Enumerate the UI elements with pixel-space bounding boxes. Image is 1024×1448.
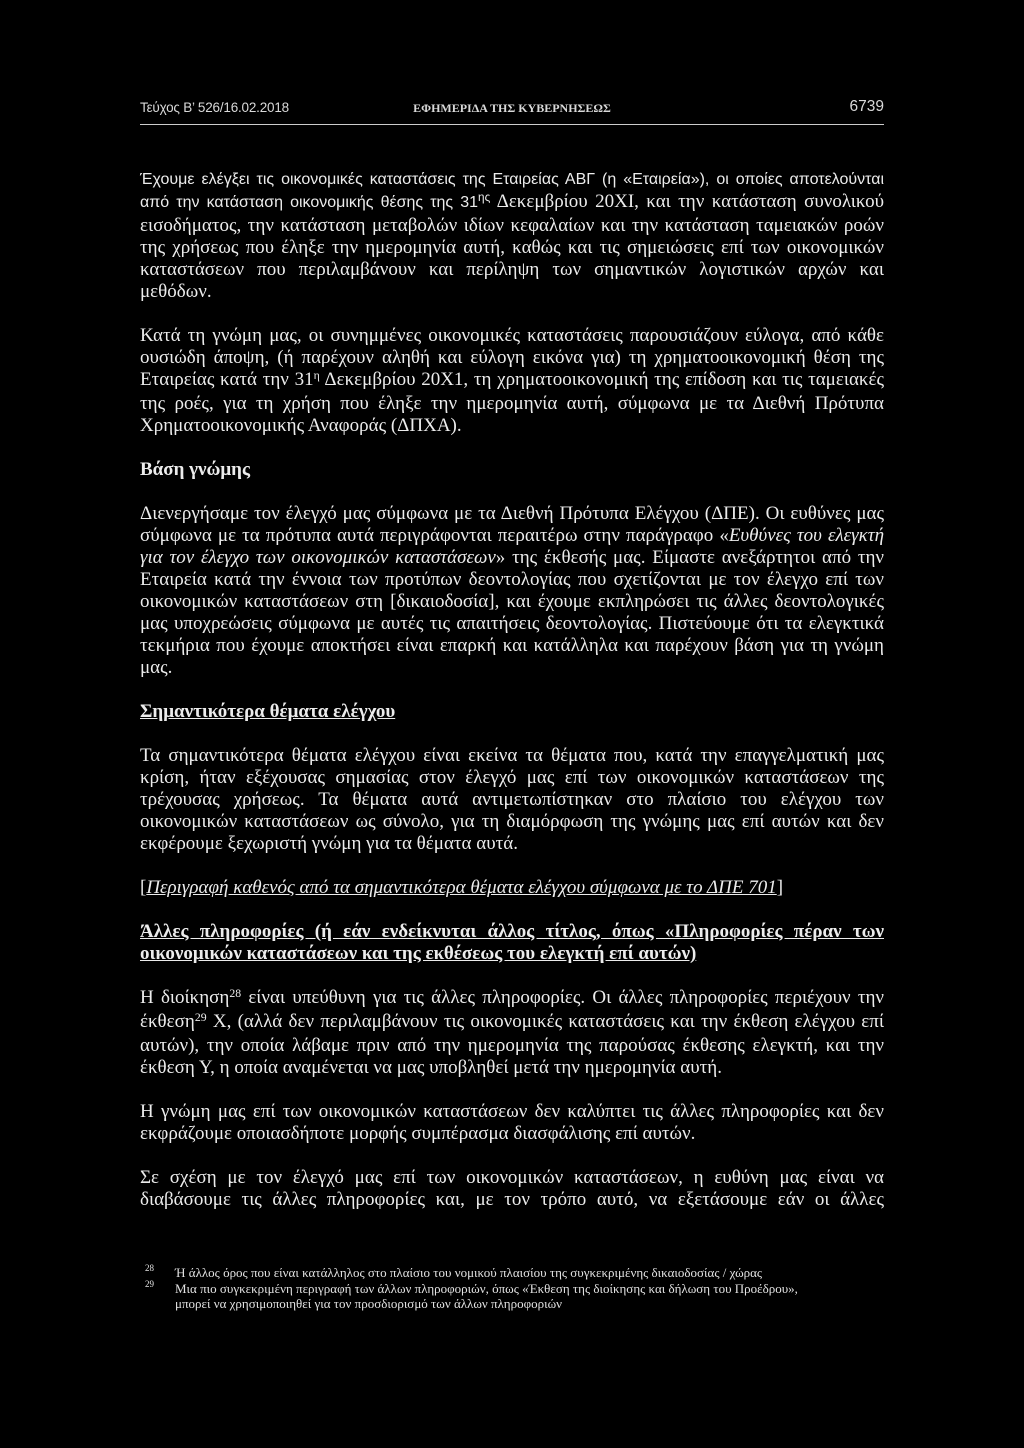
opinion-text-continued: Δεκεμβρίου 20Χ1, τη χρηματοοικονομική της επίδοση και τις ταμειακές της ροές, για τη χρήση που έληξε την ημερομηνία αυτή, σύμφωνα με τα Διεθνή Πρότυπα Χρηματοοικονομικής Αναφοράς (ΔΠΧΑ). — [140, 369, 884, 436]
issue-info: Τεύχος Β’ 526/16.02.2018 — [140, 100, 289, 115]
other-info-text: Η διοίκηση — [140, 987, 230, 1008]
other-info-paragraph-3: Σε σχέση με τον έλεγχό μας επί των οικονομικών καταστάσεων, η ευθύνη μας είναι να διαβάσουμε τις άλλες πληροφορίες και, με τον τρόπο αυτό, να εξετάσουμε εάν οι άλλες — [140, 1167, 884, 1210]
page-number: 6739 — [849, 98, 884, 115]
bracket-close: ] — [776, 877, 784, 898]
kam-placeholder — [140, 877, 884, 899]
footnote-ref-29: 29 — [194, 1011, 207, 1025]
footnote-29 — [140, 1278, 884, 1312]
opinion-paragraph — [140, 325, 884, 437]
intro-text-sans: Έχουμε ελέγξει τις οικονομικές καταστάσεις της Εταιρείας ΑΒΓ (η «Εταιρεία»), οι οποίες αποτελούνται από την κατάσταση οικονομικής θέσης της 31 — [140, 171, 884, 211]
footnote-number: 29 — [145, 1278, 154, 1289]
other-info-paragraph-2: Η γνώμη μας επί των οικονομικών καταστάσεων δεν καλύπτει τις άλλες πληροφορίες και δεν εκφράζουμε οποιασδήποτε μορφής συμπέρασμα διασφάλισης επί αυτών. — [140, 1101, 884, 1144]
other-info-text-end: Χ, (αλλά δεν περιλαμβάνουν τις οικονομικές καταστάσεις και την έκθεση ελέγχου επί αυτών), την οποία λάβαμε πριν από την ημερομηνία της παρούσας έκθεσης ελεγκτή, και την έκθεση Υ, η οποία αναμένεται να μας υποβληθεί μετά την ημερομηνία αυτή. — [140, 1011, 884, 1078]
gazette-title: ΕΦΗΜΕΡΙΔΑ ΤΗΣ ΚΥΒΕΡΝΗΣΕΩΣ — [413, 101, 611, 115]
footnote-line: Ή άλλος όρος που είναι κατάλληλος στο πλαίσιο του νομικού πλαισίου της συγκεκριμένης δικαιοδοσίας / χώρας — [175, 1265, 763, 1280]
footnote-line: Μια πιο συγκεκριμένη περιγραφή των άλλων πληροφοριών, όπως «Έκθεση της διοίκησης και δήλωση του Προέδρου», — [175, 1280, 798, 1296]
document-column — [140, 168, 884, 1312]
footnote-ref-28: 28 — [229, 987, 242, 1001]
other-info-text-continued: είναι υπεύθυνη για τις άλλες πληροφορίες. Οι άλλες πληροφορίες περιέχουν την έκθεση — [140, 987, 884, 1032]
other-info-paragraph-1 — [140, 987, 884, 1079]
footnotes — [140, 1265, 884, 1312]
basis-italic-reference: Ευθύνες του ελεγκτή για τον έλεγχο των οικονομικών καταστάσεων — [140, 525, 884, 568]
basis-heading: Βάση γνώμης — [140, 459, 250, 480]
footnote-text — [175, 1265, 884, 1281]
basis-text: Διενεργήσαμε τον έλεγχό μας σύμφωνα με τα Διεθνή Πρότυπα Ελέγχου (ΔΠΕ). Οι ευθύνες μας σύμφωνα με τα πρότυπα αυτά περιγράφονται περαιτέρω στην παράγραφο « — [140, 503, 884, 546]
kam-placeholder-text: Περιγραφή καθενός από τα σημαντικότερα θέματα ελέγχου σύμφωνα με το ΔΠΕ 701 — [146, 877, 777, 898]
intro-paragraph — [140, 168, 884, 303]
basis-paragraph — [140, 503, 884, 679]
opinion-text: Κατά τη γνώμη μας, οι συνημμένες οικονομικές καταστάσεις παρουσιάζουν εύλογα, από κάθε ουσιώδη άποψη, (ή παρέχουν αληθή και εύλογη εικόνα για) τη χρηματοοικονομική θέση της Εταιρείας κατά την 31 — [140, 325, 884, 390]
footnote-number: 28 — [145, 1263, 154, 1273]
intro-text: Δεκεμβρίου 20ΧΙ, και την κατάσταση συνολικού εισοδήματος, την κατάσταση μεταβολών ιδίων κεφαλαίων και την κατάσταση ταμειακών ροών της χρήσεως που έληξε την ημερομηνία αυτή, καθώς και τις σημειώσεις επί των οικονομικών καταστάσεων που περιλαμβάνουν και περίληψη των σημαντικών λογιστικών αρχών και μεθόδων. — [140, 191, 884, 302]
ordinal-superscript: η — [313, 369, 320, 383]
kam-paragraph: Τα σημαντικότερα θέματα ελέγχου είναι εκείνα τα θέματα που, κατά την επαγγελματική μας κρίση, ήταν εξέχουσας σημασίας στον έλεγχό μας επί των οικονομικών καταστάσεων της τρέχουσας χρήσεως. Τα θέματα αυτά αντιμετωπίστηκαν στο πλαίσιο του ελέγχου των οικονομικών καταστάσεων ως σύνολο, για τη διαμόρφωση της γνώμης μας επί αυτών και δεν εκφέρουμε ξεχωριστή γνώμη για τα θέματα αυτά. — [140, 745, 884, 854]
header-rule — [140, 124, 884, 125]
bracket-open: [ — [140, 877, 147, 898]
basis-text-continued: » της έκθεσής μας. Είμαστε ανεξάρτητοι από την Εταιρεία κατά την έννοια των προτύπων δεοντολογίας που σχετίζονται με τον έλεγχο επί των οικονομικών καταστάσεων στη [δικαιοδοσία], και έχουμε εκπληρώσει τις άλλες δεοντολογικές μας υποχρεώσεις σύμφωνα με αυτές τις απαιτήσεις δεοντολογίας. Πιστεύουμε ότι τα ελεγκτικά τεκμήρια που έχουμε αποκτήσει είναι επαρκή και κατάλληλα και παρέχουν βάση για τη γνώμη μας. — [140, 547, 884, 678]
page-header — [140, 98, 884, 118]
other-info-heading: Άλλες πληροφορίες (ή εάν ενδείκνυται άλλος τίτλος, όπως «Πληροφορίες πέραν των οικονομικών καταστάσεων και της εκθέσεως του ελεγκτή επί αυτών) — [140, 921, 884, 964]
footnote-28 — [140, 1265, 884, 1281]
footnote-text — [175, 1281, 884, 1312]
footnote-line: μπορεί να χρησιμοποιηθεί για τον προσδιορισμό των άλλων πληροφοριών — [175, 1296, 563, 1311]
kam-heading: Σημαντικότερα θέματα ελέγχου — [140, 701, 396, 722]
ordinal-superscript: ης — [478, 191, 491, 205]
